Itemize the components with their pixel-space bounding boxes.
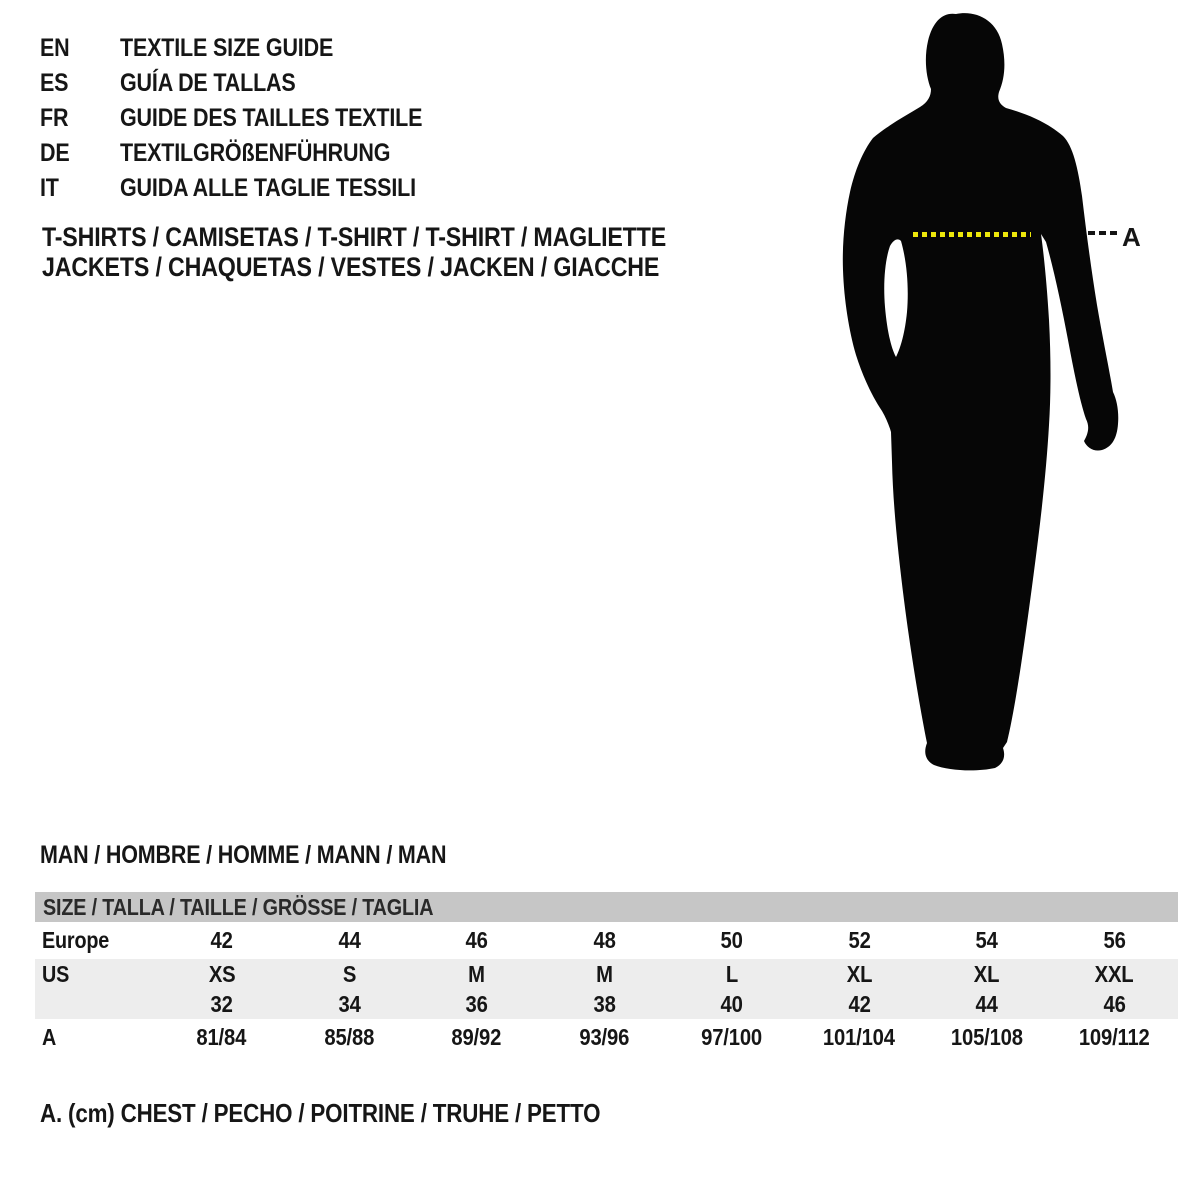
table-row-europe bbox=[35, 922, 1178, 959]
size-cell: XXL bbox=[1094, 960, 1134, 987]
size-cell: 81/84 bbox=[196, 1024, 247, 1050]
size-cell: XL bbox=[846, 960, 873, 987]
size-cell: 36 bbox=[465, 990, 488, 1017]
language-code: EN bbox=[40, 34, 70, 62]
size-cell: S bbox=[342, 960, 356, 987]
measure-label-a: A bbox=[1122, 221, 1141, 252]
guide-title: TEXTILGRÖßENFÜHRUNG bbox=[120, 139, 391, 167]
size-table-header: SIZE / TALLA / TAILLE / GRÖSSE / TAGLIA bbox=[35, 892, 1178, 922]
product-type-line-tshirts: T-SHIRTS / CAMISETAS / T-SHIRT / T-SHIRT / MAGLIETTE bbox=[42, 221, 667, 252]
size-cell: 89/92 bbox=[451, 1024, 502, 1050]
size-cell: 46 bbox=[1103, 990, 1126, 1017]
size-cell: 56 bbox=[1103, 927, 1126, 953]
guide-title: GUÍA DE TALLAS bbox=[120, 69, 296, 97]
chest-footnote: A. (cm) CHEST / PECHO / POITRINE / TRUHE / PETTO bbox=[40, 1097, 601, 1128]
size-cell: XL bbox=[973, 960, 1000, 987]
size-cell: 42 bbox=[210, 927, 233, 953]
language-code: ES bbox=[40, 69, 69, 97]
size-cell: 42 bbox=[848, 990, 871, 1017]
row-label: US bbox=[42, 960, 70, 987]
product-type-line-jackets: JACKETS / CHAQUETAS / VESTES / JACKEN / GIACCHE bbox=[42, 251, 660, 282]
size-cell: 93/96 bbox=[579, 1024, 630, 1050]
section-title-man: MAN / HOMBRE / HOMME / MANN / MAN bbox=[40, 840, 447, 869]
size-cell: 48 bbox=[593, 927, 616, 953]
size-cell: 46 bbox=[465, 927, 488, 953]
size-cell: 34 bbox=[338, 990, 361, 1017]
size-cell: 54 bbox=[975, 927, 998, 953]
man-silhouette bbox=[843, 13, 1118, 770]
size-cell: 97/100 bbox=[701, 1024, 763, 1050]
row-label bbox=[35, 989, 158, 1019]
size-cell: 101/104 bbox=[823, 1024, 896, 1050]
language-code: FR bbox=[40, 104, 69, 132]
table-row-numeric bbox=[35, 989, 1178, 1019]
row-label: Europe bbox=[42, 927, 110, 953]
size-cell: XS bbox=[208, 960, 236, 987]
row-label: A bbox=[42, 1024, 57, 1050]
table-row-us bbox=[35, 959, 1178, 989]
language-code: DE bbox=[40, 139, 70, 167]
size-cell: 105/108 bbox=[950, 1024, 1023, 1050]
measure-callout-dashed-line bbox=[1088, 231, 1119, 235]
size-cell: 52 bbox=[848, 927, 871, 953]
size-cell: 85/88 bbox=[324, 1024, 375, 1050]
size-cell: 44 bbox=[338, 927, 361, 953]
size-cell: 109/112 bbox=[1078, 1024, 1150, 1050]
guide-title: GUIDA ALLE TAGLIE TESSILI bbox=[120, 174, 416, 202]
size-cell: M bbox=[468, 960, 486, 987]
chest-measure-dotted-line bbox=[913, 232, 1031, 237]
size-cell: M bbox=[595, 960, 613, 987]
size-cell: 44 bbox=[975, 990, 998, 1017]
size-cell: 40 bbox=[720, 990, 743, 1017]
size-cell: 32 bbox=[210, 990, 233, 1017]
size-table bbox=[35, 892, 1178, 1056]
size-cell: 38 bbox=[593, 990, 616, 1017]
size-cell: 50 bbox=[720, 927, 743, 953]
size-cell: L bbox=[725, 960, 738, 987]
guide-title: TEXTILE SIZE GUIDE bbox=[120, 34, 334, 62]
language-code: IT bbox=[40, 174, 59, 202]
table-row-chest-a bbox=[35, 1019, 1178, 1056]
guide-title: GUIDE DES TAILLES TEXTILE bbox=[120, 104, 423, 132]
